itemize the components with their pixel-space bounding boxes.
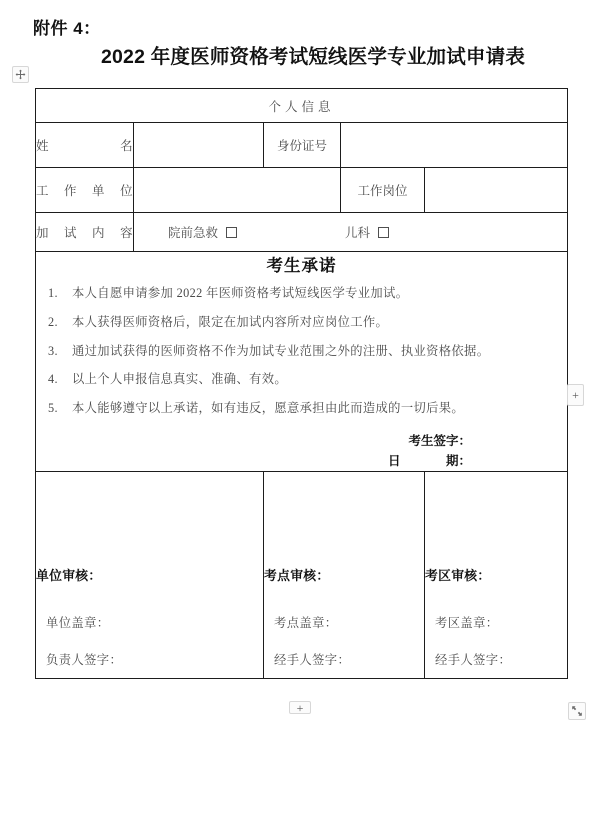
extra-exam-label: 加试内容 — [36, 226, 133, 240]
review-cell-exam-site[interactable] — [264, 471, 425, 678]
table-row-extra-exam — [36, 213, 568, 252]
pledge-item-text: 通过加试获得的医师资格不作为加试专业范围之外的注册、执业资格依据。 — [72, 343, 490, 358]
work-unit-label: 工作单位 — [36, 184, 133, 198]
pledge-cell — [36, 252, 568, 472]
pledge-list — [36, 285, 567, 418]
candidate-signature-line[interactable] — [36, 432, 471, 451]
signature-date-label: 日 — [388, 453, 401, 468]
add-row-label: + — [296, 700, 304, 715]
table-row-name-id — [36, 123, 568, 168]
pledge-item-text: 以上个人申报信息真实、准确、有效。 — [72, 372, 287, 387]
review-signature-label-unit: 负责人签字： — [46, 652, 123, 667]
add-row-button[interactable] — [289, 701, 311, 714]
review-footer-exam-region — [435, 617, 511, 666]
table-row-pledge — [36, 252, 568, 472]
move-cross-icon — [15, 69, 26, 80]
list-item — [48, 314, 553, 332]
table-resize-handle[interactable] — [568, 702, 586, 720]
table-row-work — [36, 168, 568, 213]
id-number-label: 身份证号 — [276, 139, 327, 153]
list-item — [48, 400, 553, 418]
work-unit-label-cell — [36, 168, 134, 213]
name-input-cell[interactable] — [134, 123, 264, 168]
name-label-cell — [36, 123, 134, 168]
review-signature-label-exam-site: 经手人签字： — [274, 652, 351, 667]
review-cell-unit[interactable] — [36, 471, 264, 678]
extra-exam-options-cell — [134, 213, 568, 252]
checkbox-option-prehospital-label: 院前急救 — [168, 226, 219, 240]
signature-date-label-suffix: 期： — [446, 453, 472, 468]
signature-block — [36, 432, 567, 471]
pledge-item-number: 3. — [48, 343, 58, 358]
page-title: 2022 年度医师资格考试短线医学专业加试申请表 — [100, 46, 526, 68]
pledge-item-number: 4. — [48, 372, 58, 387]
checkbox-option-pediatrics[interactable] — [345, 223, 389, 241]
review-footer-exam-site — [274, 617, 350, 666]
checkbox-option-pediatrics-label: 儿科 — [345, 226, 371, 240]
list-item — [48, 371, 553, 389]
pledge-item-text: 本人自愿申请参加 2022 年医师资格考试短线医学专业加试。 — [72, 286, 409, 300]
work-position-label-cell — [341, 168, 425, 213]
review-title-unit: 单位审核： — [36, 568, 102, 584]
signature-date-line[interactable] — [36, 452, 471, 471]
name-label: 姓名 — [36, 139, 133, 153]
list-item — [48, 343, 553, 361]
review-stamp-label-exam-region: 考区盖章： — [435, 616, 499, 631]
pledge-item-number: 1. — [48, 286, 58, 300]
resize-diagonal-icon — [571, 705, 583, 717]
list-item — [48, 285, 553, 303]
pledge-title: 考生承诺 — [266, 257, 337, 275]
checkbox-option-prehospital[interactable] — [168, 223, 237, 241]
id-number-label-cell — [264, 123, 341, 168]
add-column-button[interactable] — [567, 384, 584, 406]
extra-exam-label-cell — [36, 213, 134, 252]
review-footer-unit — [46, 617, 122, 666]
table-row-section-header — [36, 89, 568, 123]
attachment-label: 附件 4： — [33, 19, 101, 38]
work-position-label: 工作岗位 — [357, 184, 408, 198]
table-move-handle[interactable] — [12, 66, 29, 83]
candidate-signature-label: 考生签字： — [408, 434, 472, 449]
pledge-item-text: 本人能够遵守以上承诺，如有违反，愿意承担由此而造成的一切后果。 — [72, 401, 465, 416]
id-number-input-cell[interactable] — [341, 123, 568, 168]
add-column-label: + — [572, 388, 579, 402]
review-signature-label-exam-region: 经手人签字： — [435, 652, 512, 667]
pledge-item-number: 5. — [48, 401, 58, 416]
review-stamp-label-unit: 单位盖章： — [46, 616, 110, 631]
checkbox-icon[interactable] — [378, 227, 389, 238]
review-title-exam-site: 考点审核： — [264, 568, 330, 584]
work-position-input-cell[interactable] — [425, 168, 568, 213]
table-row-review — [36, 471, 568, 678]
pledge-item-number: 2. — [48, 314, 58, 329]
review-stamp-label-exam-site: 考点盖章： — [274, 616, 338, 631]
pledge-item-text: 本人获得医师资格后，限定在加试内容所对应岗位工作。 — [72, 314, 389, 329]
checkbox-icon[interactable] — [226, 227, 237, 238]
work-unit-input-cell[interactable] — [134, 168, 341, 213]
review-title-exam-region: 考区审核： — [425, 568, 491, 584]
review-cell-exam-region[interactable] — [425, 471, 568, 678]
application-form-table — [35, 88, 568, 679]
personal-info-section-header: 个人信息 — [36, 89, 568, 123]
